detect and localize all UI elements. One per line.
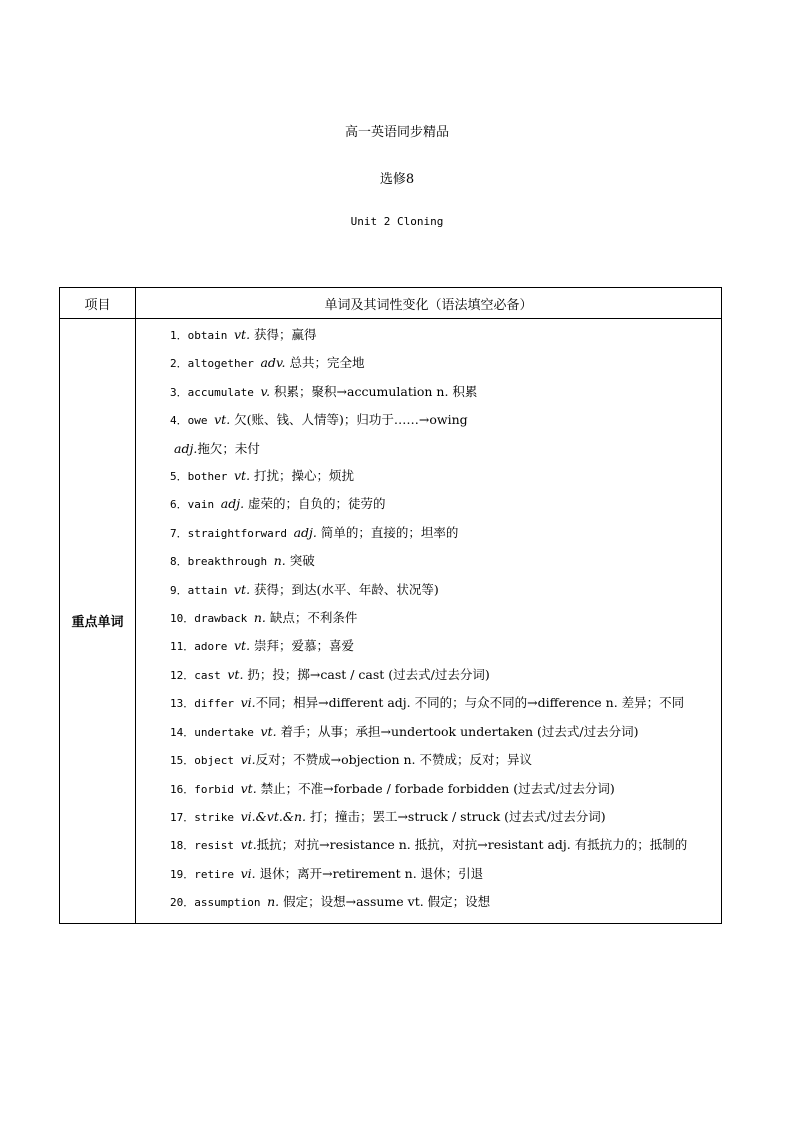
entry-meaning: 打扰；操心；烦扰 [250, 468, 355, 484]
entry-word: altogether [187, 357, 261, 371]
entry-meaning: 不同；相异→different adj. 不同的；与众不同的→difference n. 差异；不同 [255, 695, 685, 711]
entry-number: 13． [170, 697, 195, 711]
entry-number: 6． [170, 498, 188, 512]
entry-meaning: 崇拜；爱慕；喜爱 [250, 638, 355, 654]
entry-number: 15． [170, 754, 195, 768]
entry-pos: vi. [240, 752, 256, 768]
entry-pos: vt. [214, 412, 231, 428]
entry-word: owe [187, 414, 215, 428]
entry-pos: vt. [240, 780, 257, 796]
list-item [140, 321, 717, 349]
entry-word: straightforward [187, 526, 294, 540]
list-item [140, 718, 717, 746]
entry-number: 16． [170, 782, 195, 796]
list-item [140, 462, 717, 490]
vocabulary-table [59, 287, 722, 924]
entry-pos: vt. [234, 638, 251, 654]
entry-word: adore [194, 640, 234, 654]
list-item [140, 632, 717, 660]
entry-number: 2． [170, 357, 188, 371]
entry-pos: adj. [220, 496, 245, 512]
entry-pos: n. [273, 553, 286, 569]
list-item [140, 435, 717, 462]
entry-pos: vt. [240, 837, 257, 853]
entry-pos: n. [267, 894, 280, 910]
entry-pos: vt. [260, 723, 277, 739]
document-title: 高一英语同步精品 [344, 125, 449, 140]
table-header-row [60, 288, 722, 319]
entry-word: strike [194, 810, 241, 824]
entry-number: 8． [170, 555, 188, 569]
entry-word: resist [194, 839, 241, 853]
entry-meaning: 反对；不赞成→objection n. 不赞成；反对；异议 [255, 752, 532, 768]
entry-meaning: 获得；到达(水平、年龄、状况等) [250, 581, 439, 597]
column-header-item: 项目 [60, 288, 136, 319]
list-item [140, 547, 717, 575]
entry-word: drawback [194, 612, 254, 626]
entry-meaning: 退休；离开→retirement n. 退休；引退 [255, 865, 484, 881]
entry-word: differ [194, 697, 241, 711]
entry-meaning: 抵抗；对抗→resistance n. 抵抗，对抗→resistant adj. 有抵抗力的；抵制的 [256, 837, 688, 853]
list-item [140, 803, 717, 831]
entry-word: vain [187, 498, 221, 512]
entry-pos: vt. [233, 581, 251, 597]
entry-number: 3． [170, 385, 188, 399]
list-item [140, 775, 717, 803]
entry-pos: vi. [240, 865, 256, 881]
entry-number: 20． [170, 896, 195, 910]
entries-cell [136, 319, 722, 924]
entry-number: 18． [170, 839, 195, 853]
entry-meaning: 禁止；不准→forbade / forbade forbidden (过去式/过去分词) [256, 780, 615, 796]
entry-pos: adj. [174, 440, 198, 456]
entry-number: 11． [170, 640, 195, 654]
entry-word: retire [194, 867, 241, 881]
entry-number: 12． [170, 668, 195, 682]
entry-pos: vi.&vt.&n. [240, 808, 306, 824]
entry-meaning: 假定；设想→assume vt. 假定；设想 [279, 894, 491, 910]
entry-meaning: 简单的；直接的；坦率的 [316, 524, 459, 540]
entry-number: 1． [170, 329, 188, 342]
list-item [140, 860, 717, 888]
column-header-words: 单词及其词性变化（语法填空必备） [136, 288, 722, 319]
entry-number: 14． [170, 725, 195, 739]
entry-word: obtain [187, 329, 234, 342]
entry-meaning: 突破 [285, 553, 315, 569]
entry-word: forbid [194, 782, 241, 796]
entry-meaning: 积累；聚积→accumulation n. 积累 [270, 383, 478, 399]
entry-pos: vt. [233, 468, 251, 484]
list-item [140, 490, 717, 518]
entry-meaning: 欠(账、钱、人情等)；归功于……→owing [230, 412, 468, 428]
entry-number: 9． [170, 583, 188, 597]
entry-word: cast [194, 668, 228, 682]
entry-pos: adj. [293, 524, 317, 540]
entry-pos: vt. [227, 666, 244, 682]
list-item [140, 576, 717, 604]
entry-word: object [194, 754, 241, 768]
entry-pos: adv. [260, 355, 286, 371]
list-item [140, 604, 717, 632]
list-item [140, 888, 717, 916]
list-item [140, 378, 717, 406]
entry-meaning: 着手；从事；承担→undertook undertaken (过去式/过去分词) [276, 723, 639, 739]
list-item [140, 746, 717, 774]
entry-number: 4． [170, 414, 188, 428]
entry-meaning: 虚荣的；自负的；徒劳的 [244, 496, 386, 512]
entry-meaning: 拖欠；未付 [197, 440, 260, 456]
entry-meaning: 获得；赢得 [250, 327, 317, 342]
list-item [140, 689, 717, 717]
list-item [140, 519, 717, 547]
entry-meaning: 总共；完全地 [285, 355, 365, 371]
category-cell: 重点单词 [60, 319, 136, 924]
entry-word: attain [187, 583, 234, 597]
entry-word: accumulate [187, 385, 261, 399]
list-item [140, 831, 717, 859]
entry-word: bother [187, 470, 234, 484]
entry-number: 19． [170, 867, 195, 881]
entry-meaning: 打；撞击；罢工→struck / struck (过去式/过去分词) [305, 808, 606, 824]
entry-pos: v. [260, 383, 271, 399]
entry-word: undertake [194, 725, 261, 739]
entry-pos: n. [253, 610, 266, 626]
entry-meaning: 缺点；不利条件 [265, 610, 358, 626]
list-item [140, 406, 717, 434]
entry-meaning: 扔；投；掷→cast / cast (过去式/过去分词) [243, 666, 490, 682]
unit-title: Unit 2 Cloning [350, 215, 444, 228]
table-row [60, 319, 722, 924]
list-item [140, 661, 717, 689]
entry-number: 7． [170, 526, 188, 540]
entry-number: 5． [170, 470, 188, 484]
entry-word: breakthrough [187, 555, 274, 569]
list-item [140, 349, 717, 377]
entry-pos: vi. [240, 695, 256, 711]
entry-pos: vt. [233, 327, 251, 342]
entry-number: 10． [170, 612, 195, 626]
document-subtitle: 选修8 [379, 172, 415, 187]
entry-number: 17． [170, 810, 195, 824]
entry-word: assumption [194, 896, 268, 910]
